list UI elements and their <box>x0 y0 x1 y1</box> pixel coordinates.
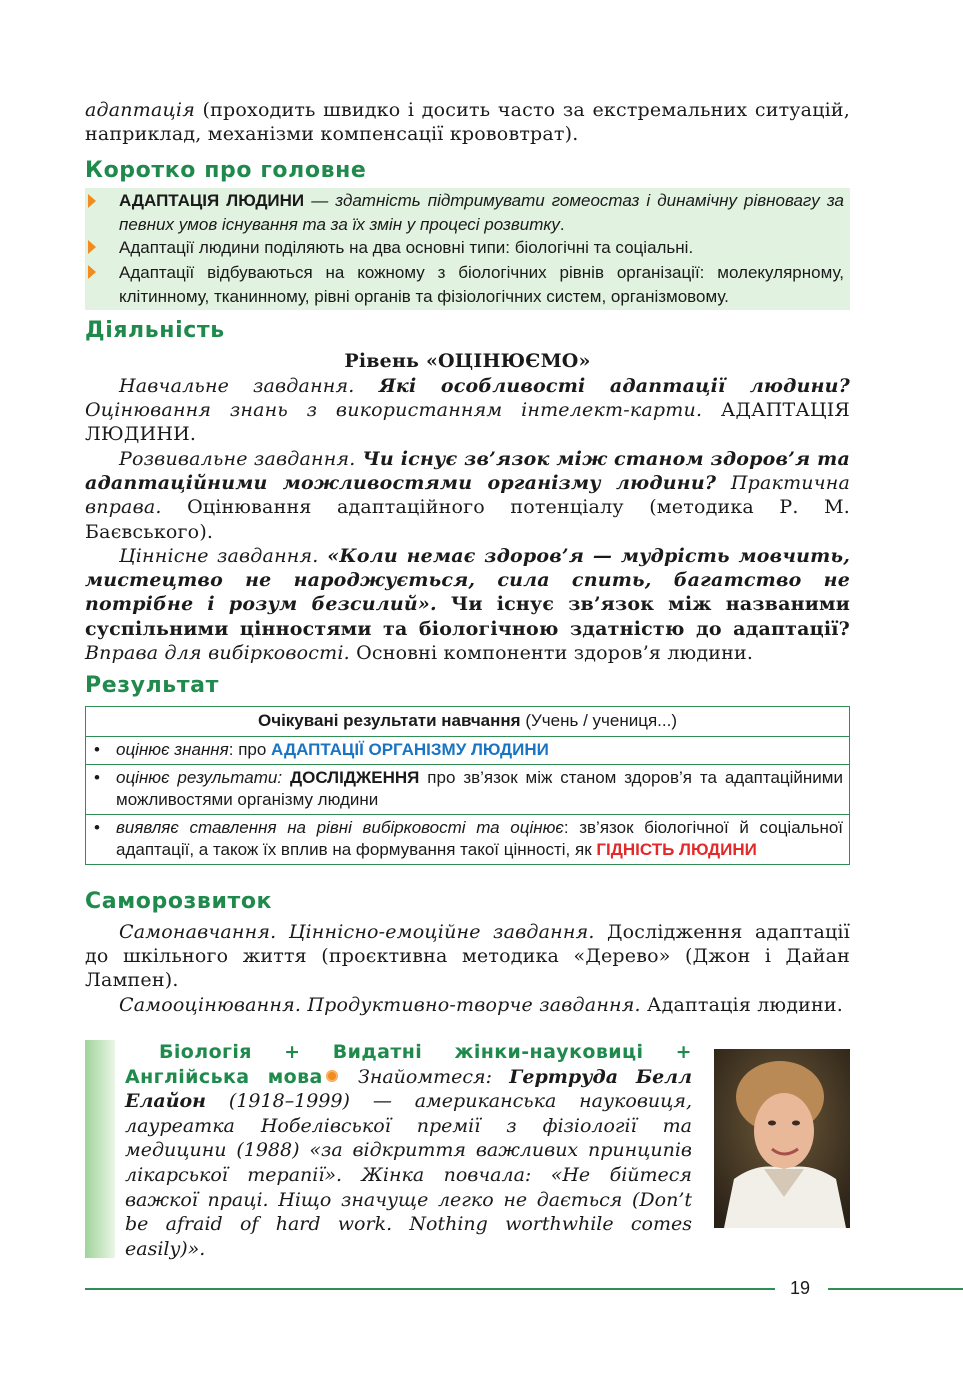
selfdev-paragraph-2: Самооцінювання. Продуктивно-творче завдання. Адаптація людини. <box>119 994 843 1016</box>
summary-definition: — здатність підтримувати гомеостаз і динамічну рівновагу за певних умов існування та за їх змін у процесі розвитку <box>119 191 845 234</box>
activity-task-1: Навчальне завдання. Які особливості адаптації людини? Оцінювання знань з використанням інтелект-карти. АДАПТАЦІЯ ЛЮДИНИ. <box>85 375 850 446</box>
intro-paragraph <box>85 98 850 146</box>
arrow-bullet-icon <box>88 194 96 208</box>
flower-icon <box>326 1070 338 1082</box>
arrow-bullet-icon <box>88 265 96 279</box>
selfdev-heading: Саморозвиток <box>85 889 273 914</box>
results-row-3: • виявляє ставлення на рівні вибірковості та оцінює: зв’язок біологічної й соціальної адаптації, а також їх вплив на формування такої цінності, як ГІДНІСТЬ ЛЮДИНИ <box>94 818 844 859</box>
intro-italic: адаптація <box>85 99 195 121</box>
scientist-portrait <box>714 1049 850 1228</box>
activity-task-2: Розвивальне завдання. Чи існує зв’язок між станом здоров’я та адаптаційними можливостями організму людини? Практична вправа. Оцінювання адаптаційного потенціалу (методика Р. М. Баєвського). <box>85 448 850 543</box>
selfdev-paragraph-1: Самонавчання. Ціннісно-емоційне завдання. Дослідження адаптації до шкільного життя (проєктивна методика «Дерево» (Джон і Дайан Лампен). <box>85 921 850 992</box>
results-table-header: Очікувані результати навчання (Учень / учениця...) <box>86 707 849 737</box>
footer-line-left <box>85 1288 775 1290</box>
summary-item-2: Адаптації людини поділяють на два основні типи: біологічні та соціальні. <box>119 238 694 257</box>
arrow-bullet-icon <box>88 240 96 254</box>
activity-heading: Діяльність <box>85 318 225 343</box>
results-row-1: • оцінює знання: про АДАПТАЦІЇ ОРГАНІЗМУ ЛЮДИНИ <box>86 737 849 765</box>
results-row-2: • оцінює результати: ДОСЛІДЖЕННЯ про зв’язок між станом здоров’я та адаптаційними можливостями організму людини <box>86 765 849 815</box>
summary-heading: Коротко про головне <box>85 158 367 183</box>
result-heading: Результат <box>85 673 219 698</box>
sidebox-accent-bar <box>85 1040 115 1258</box>
activity-level: Рівень «ОЦІНЮЄМО» <box>344 350 591 372</box>
results-table <box>85 706 850 865</box>
activity-task-3: Ціннісне завдання. «Коли немає здоров’я — мудрість мовчить, мистецтво не народжується, сила спить, багатство не потрібне і розум безсилий». Чи існує зв’язок між названими суспільними цінностями та біологічною здатністю до адаптації? Вправа для вибірковості. Основні компоненти здоров’я людини. <box>85 545 851 664</box>
scientist-name: Гертруда Белл Елайон <box>125 1065 692 1113</box>
footer-line-right <box>828 1288 963 1290</box>
intro-text: (проходить швидко і досить часто за екстремальних ситуацій, наприклад, механізми компенсації крововтрат). <box>85 99 850 146</box>
summary-item-1: АДАПТАЦІЯ ЛЮДИНИ — здатність підтримувати гомеостаз і динамічну рівновагу за певних умов існування та за їх змін у процесі розвитку. <box>119 191 845 234</box>
summary-item-3: Адаптації відбуваються на кожному з біологічних рівнів організації: молекулярному, клітинному, тканинному, рівні органів та фізіологічних систем, організмовому. <box>119 263 844 306</box>
summary-box <box>85 188 850 310</box>
page-number: 19 <box>790 1278 811 1298</box>
summary-term: АДАПТАЦІЯ ЛЮДИНИ <box>119 191 305 210</box>
sidebox-text: Біологія + Видатні жінки-науковиці + Англійська мова Знайомтеся: Гертруда Белл Елайон (1918–1999) — американська науковиця, лауреатка Нобелівської премії з фізіології та медицини (1988) «за відкриття важливих принципів лікарської терапії». Жінка повчала: «Не бійтеся важкої праці. Ніщо значуще легко не дається (Don’t be afraid of hard work. Nothing worthwhile comes easily)». <box>125 1041 692 1260</box>
sidebox-title: Біологія + Видатні жінки-науковиці + Англійська мова <box>125 1041 692 1088</box>
